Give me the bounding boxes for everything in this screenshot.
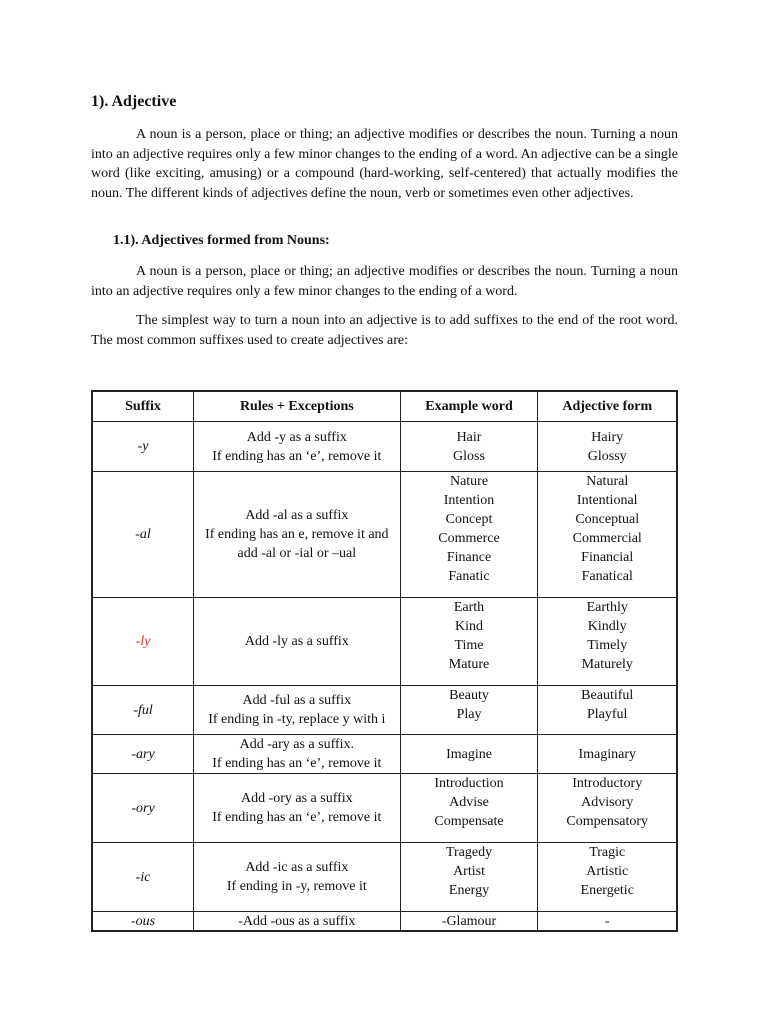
adjective-cell-line: Playful: [587, 707, 628, 722]
example-cell: [400, 912, 538, 932]
table-row: [92, 422, 677, 472]
rules-cell-line: If ending has an ‘e’, remove it: [212, 756, 382, 771]
adjective-cell-line: Commercial: [572, 531, 642, 546]
rules-cell: [194, 774, 400, 843]
suffix-cell: -ic: [92, 843, 194, 912]
table-row: [92, 735, 677, 774]
table-row: [92, 843, 677, 912]
header-rules: Rules + Exceptions: [194, 391, 400, 422]
intro-paragraph: A noun is a person, place or thing; an adjective modifies or describes the noun. Turning a noun into an adjective requires only a few minor changes to the ending of a word. An adjective can be a single word (like exciting, amusing) or a compound (hard-working, self-centered) that actually modifies the noun. The different kinds of adjectives define the noun, verb or sometimes even other adjectives.: [91, 127, 678, 201]
rules-cell: [194, 912, 400, 932]
adjective-cell: [538, 912, 677, 932]
adjective-cell: [538, 735, 677, 774]
adjective-cell-line: Fanatical: [581, 569, 633, 584]
suffix-cell: -ary: [92, 735, 194, 774]
adjective-cell-line: Maturely: [581, 657, 633, 672]
adjective-cell-line: Timely: [587, 638, 628, 653]
rules-cell-line: Add -ful as a suffix: [242, 693, 352, 708]
suffix-cell: -y: [92, 422, 194, 472]
adjective-cell: [538, 472, 677, 598]
example-cell-line: Finance: [446, 550, 492, 565]
rules-cell-line: Add -y as a suffix: [246, 429, 347, 445]
rules-cell: [194, 598, 400, 686]
suffix-cell: -ous: [92, 912, 194, 932]
noun-paragraph: A noun is a person, place or thing; an adjective modifies or describes the noun. Turning a noun into an adjective requires only a few minor changes to the ending of a word.: [91, 264, 678, 299]
adjective-cell-line: Financial: [581, 550, 634, 565]
adjective-cell-line: Beautiful: [581, 688, 634, 703]
rules-cell-line: If ending in -ty, replace y with i: [208, 712, 386, 727]
table-row: [92, 472, 677, 598]
suffix-table: [91, 390, 678, 932]
section-heading: 1). Adjective: [91, 93, 177, 110]
example-cell-line: Fanatic: [448, 569, 490, 584]
adjective-cell-line: Tragic: [589, 845, 626, 860]
example-cell-line: Intention: [443, 493, 495, 508]
adjective-cell-line: Compensatory: [566, 814, 649, 829]
example-cell-line: Hair: [456, 429, 482, 445]
rules-cell-line: Add -ic as a suffix: [245, 860, 349, 875]
adjective-cell: [538, 422, 677, 472]
adjective-cell-line: Intentional: [576, 493, 638, 508]
example-cell-line: Energy: [448, 883, 490, 898]
example-cell-line: Commerce: [438, 531, 500, 546]
rules-cell-line: -Add -ous as a suffix: [238, 913, 356, 929]
example-cell-line: Tragedy: [445, 845, 493, 860]
adjective-cell: [538, 843, 677, 912]
adjective-cell-line: Introductory: [572, 776, 643, 791]
table-row: [92, 598, 677, 686]
example-cell: [400, 598, 538, 686]
rules-cell-line: Add -ory as a suffix: [240, 791, 353, 806]
rules-cell-line: Add -ary as a suffix.: [239, 737, 355, 752]
adjective-cell-line: Kindly: [587, 619, 627, 634]
adjective-cell-line: Earthly: [586, 600, 628, 615]
adjective-cell-line: Conceptual: [575, 512, 640, 527]
suffix-cell: -ful: [92, 686, 194, 735]
example-cell-line: Imagine: [446, 746, 492, 762]
example-cell: [400, 472, 538, 598]
suffix-cell: -ly: [92, 598, 194, 686]
example-cell-line: Concept: [445, 512, 493, 527]
example-cell: [400, 735, 538, 774]
example-cell: [400, 843, 538, 912]
rules-cell-line: If ending has an ‘e’, remove it: [212, 810, 382, 825]
table-row: [92, 686, 677, 735]
adjective-cell-line: -: [604, 913, 610, 929]
adjective-cell: [538, 598, 677, 686]
adjective-cell-line: Artistic: [586, 864, 629, 879]
suffix-cell: -ory: [92, 774, 194, 843]
example-cell-line: Compensate: [434, 814, 504, 829]
example-cell-line: Artist: [453, 864, 485, 879]
adjective-cell: [538, 774, 677, 843]
rules-cell-line: Add -ly as a suffix: [244, 634, 349, 649]
example-cell-line: Mature: [448, 657, 490, 672]
header-adjective: Adjective form: [538, 391, 677, 422]
example-cell-line: Advise: [449, 795, 489, 810]
example-cell-line: Kind: [455, 619, 483, 634]
rules-cell-line: add -al or -ial or –ual: [237, 546, 357, 561]
table-row: [92, 912, 677, 932]
subsection-heading: 1.1). Adjectives formed from Nouns:: [113, 233, 330, 248]
example-cell: [400, 422, 538, 472]
table-header-row: [92, 391, 677, 422]
table-row: [92, 774, 677, 843]
rules-cell-line: If ending has an ‘e’, remove it: [212, 448, 382, 464]
adjective-cell-line: Energetic: [580, 883, 634, 898]
rules-cell-line: If ending in -y, remove it: [226, 879, 367, 894]
example-cell-line: Gloss: [453, 448, 485, 464]
header-suffix: Suffix: [92, 391, 194, 422]
adjective-cell-line: Hairy: [591, 429, 624, 445]
example-cell-line: Beauty: [449, 688, 489, 703]
example-cell-line: Nature: [449, 474, 489, 489]
adjective-cell-line: Glossy: [587, 448, 627, 464]
adjective-cell-line: Advisory: [581, 795, 634, 810]
table-body: [92, 422, 677, 932]
example-cell-line: Earth: [453, 600, 485, 615]
rules-cell-line: Add -al as a suffix: [245, 508, 349, 523]
example-cell: [400, 774, 538, 843]
example-cell: [400, 686, 538, 735]
rules-cell: [194, 735, 400, 774]
adjective-cell: [538, 686, 677, 735]
suffix-intro-paragraph: The simplest way to turn a noun into an adjective is to add suffixes to the end of the root word. The most common suffixes used to create adjectives are:: [91, 313, 678, 348]
example-cell-line: -Glamour: [441, 913, 497, 929]
adjective-cell-line: Natural: [586, 474, 629, 489]
example-cell-line: Introduction: [434, 776, 504, 791]
rules-cell: [194, 843, 400, 912]
example-cell-line: Time: [454, 638, 484, 653]
rules-cell: [194, 472, 400, 598]
adjective-cell-line: Imaginary: [578, 746, 636, 762]
rules-cell: [194, 686, 400, 735]
suffix-cell: -al: [92, 472, 194, 598]
rules-cell-line: If ending has an e, remove it and: [205, 527, 389, 542]
rules-cell: [194, 422, 400, 472]
header-example: Example word: [400, 391, 538, 422]
example-cell-line: Play: [456, 707, 482, 722]
